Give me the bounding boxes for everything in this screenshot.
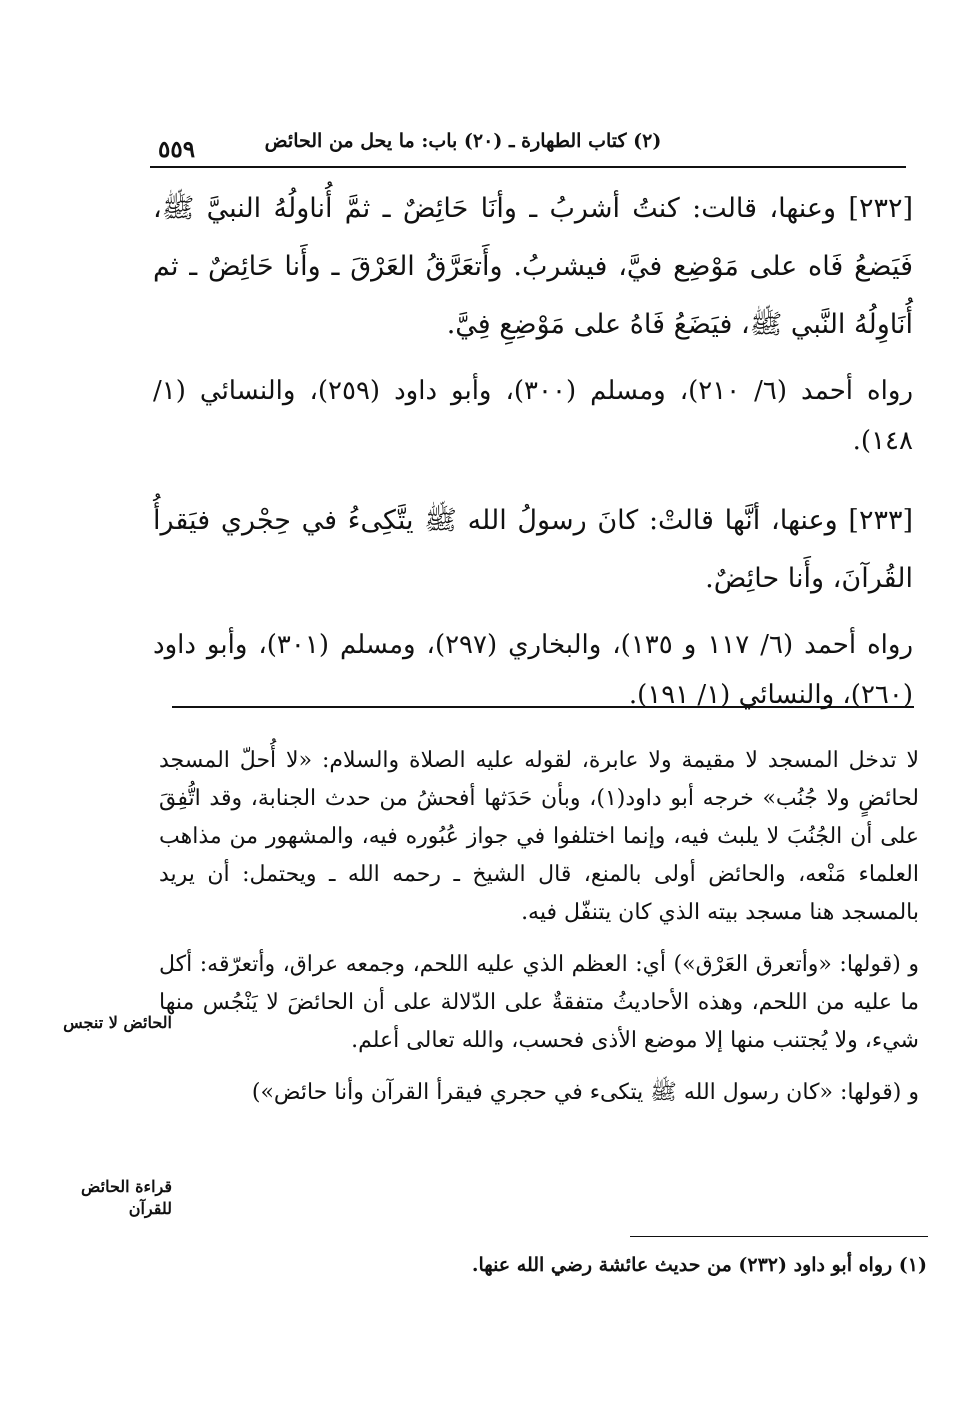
hadith-233-source: رواه أحمد (٦/ ١١٧ و ١٣٥)، والبخاري (٢٩٧)، ومسلم (٣٠١)، وأبو داود (٢٦٠)، والنسائي (١/ ١٩١). bbox=[153, 630, 914, 710]
margin-note-recitation: قراءة الحائض للقرآن bbox=[81, 1177, 172, 1218]
section-divider bbox=[172, 706, 914, 708]
hadith-233-text: [٢٣٣] وعنها، أنَّها قالتْ: كانَ رسولُ الله ﷺ يتَّكِىءُ في حِجْري فيَقرأُ القُرآنَ، وأَنا حائِضٌ. bbox=[153, 505, 913, 594]
hadith-232-source: رواه أحمد (٦/ ٢١٠)، ومسلم (٣٠٠)، وأبو داود (٢٥٩)، والنسائي (١/ ١٤٨). bbox=[153, 376, 913, 456]
commentary-section bbox=[159, 742, 919, 1126]
footnote: (١) رواه أبو داود (٢٣٢) من حديث عائشة رضي الله عنها. bbox=[471, 1254, 927, 1276]
commentary-paragraph: لا تدخل المسجد لا مقيمة ولا عابرة، لقوله عليه الصلاة والسلام: «لا أُحلّ المسجد لحائضٍ ولا جُنُب» خرجه أبو داود(١)، وبأن حَدَثها أفحشُ من حدث الجنابة، وقد اتُّفِقَ على أن الجُنُبَ لا يلبث فيه، وإنما اختلفوا في جواز عُبُوره فيه، والمشهور من مذاهب العلماء مَنْعه، والحائض أولى بالمنع، قال الشيخ ـ رحمه الله ـ ويحتمل: أن يريد بالمسجد هنا مسجد بيته الذي كان يتنفّل فيه. bbox=[159, 748, 919, 925]
running-header-title: (٢) كتاب الطهارة ـ (٢٠) باب: ما يحل من الحائض bbox=[264, 130, 662, 152]
page-number: ٥٥٩ bbox=[158, 136, 196, 163]
margin-note-impurity: الحائض لا تنجس bbox=[63, 1013, 172, 1032]
hadith-section bbox=[153, 180, 913, 746]
commentary-paragraph: و (قولها: «كان رسول الله ﷺ يتكىء في حجري فيقرأ القرآن وأنا حائض») bbox=[251, 1080, 919, 1105]
hadith-232-text: [٢٣٢] وعنها، قالت: كنتُ أشربُ ـ وأنَا حَائِضٌ ـ ثمَّ أُناولُهُ النبيَّ ﷺ، فَيَضعُ فَاه على مَوْضِع فيَّ، فيشربُ. وأَتعَرَّقُ العَرْقَ ـ وأَنا حَائِضٌ ـ ثم أُنَاوِلُهُ النَّبي ﷺ، فيَضَعُ فَاهُ على مَوْضِعِ فِيَّ. bbox=[153, 193, 913, 340]
header-rule bbox=[150, 166, 906, 168]
commentary-paragraph: و (قولها: «وأتعرق العَرْق») أي: العظم الذي عليه اللحم، وجمعه عراق، وأتعرّقه: أكل ما عليه من اللحم، وهذه الأحاديثُ متفقةٌ على الدّلالة على أن الحائضَ لا يَنْجُس منها شيء، ولا يُجتنب منها إلا موضع الأذى فحسب، والله تعالى أعلم. bbox=[159, 952, 919, 1053]
footnote-rule bbox=[630, 1236, 928, 1237]
